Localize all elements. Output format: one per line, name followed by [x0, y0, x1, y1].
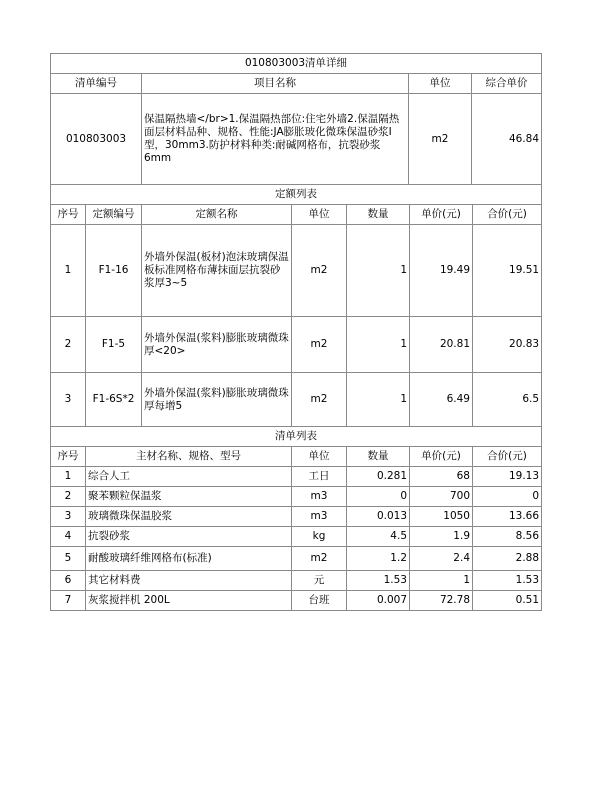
materials-header-cell: 数量 [347, 447, 410, 467]
material-unit: 台班 [292, 591, 347, 611]
material-unit: 工日 [292, 467, 347, 487]
material-unit-price: 1.9 [410, 527, 473, 547]
material-quantity: 1.2 [347, 547, 410, 571]
material-total: 2.88 [473, 547, 542, 571]
table-row [51, 571, 542, 591]
row-number: 6 [51, 571, 86, 591]
quota-table [50, 184, 542, 427]
row-number: 2 [51, 317, 86, 373]
quota-header-cell: 单价(元) [410, 205, 473, 225]
quota-header-cell: 单位 [292, 205, 347, 225]
material-total: 1.53 [473, 571, 542, 591]
material-unit-price: 72.78 [410, 591, 473, 611]
quota-name: 外墙外保温(浆料)膨胀玻璃微珠厚每增5 [142, 373, 292, 427]
material-name: 玻璃微珠保温胶浆 [86, 507, 292, 527]
quota-header-cell: 定额编号 [86, 205, 142, 225]
materials-section-title: 清单列表 [51, 427, 542, 447]
material-unit: m3 [292, 507, 347, 527]
quota-code: F1-5 [86, 317, 142, 373]
quota-unit: m2 [292, 373, 347, 427]
row-number: 5 [51, 547, 86, 571]
material-quantity: 1.53 [347, 571, 410, 591]
material-quantity: 0.013 [347, 507, 410, 527]
material-unit: m2 [292, 547, 347, 571]
material-unit-price: 1 [410, 571, 473, 591]
material-name: 聚苯颗粒保温浆 [86, 487, 292, 507]
materials-header-cell: 单位 [292, 447, 347, 467]
materials-header-cell: 序号 [51, 447, 86, 467]
bill-header-table [50, 53, 542, 185]
item-description: 保温隔热墙</br>1.保温隔热部位:住宅外墙2.保温隔热面层材料品种、规格、性能:JA膨胀玻化微珠保温砂浆I型，30mm3.防护材料种类:耐碱网格布，抗裂砂浆6mm [142, 94, 409, 185]
row-number: 3 [51, 507, 86, 527]
quota-unit-price: 6.49 [410, 373, 473, 427]
table-row [51, 591, 542, 611]
material-total: 0 [473, 487, 542, 507]
col-bill-code: 清单编号 [51, 74, 142, 94]
quota-unit-price: 19.49 [410, 225, 473, 317]
quota-name: 外墙外保温(板材)泡沫玻璃保温板标准网格布薄抹面层抗裂砂浆厚3~5 [142, 225, 292, 317]
table-row [51, 225, 542, 317]
material-quantity: 0 [347, 487, 410, 507]
quota-unit: m2 [292, 225, 347, 317]
quota-unit-price: 20.81 [410, 317, 473, 373]
quota-header-cell: 序号 [51, 205, 86, 225]
material-total: 19.13 [473, 467, 542, 487]
bill-unit: m2 [409, 94, 472, 185]
quota-code: F1-16 [86, 225, 142, 317]
material-unit-price: 700 [410, 487, 473, 507]
material-total: 13.66 [473, 507, 542, 527]
quota-header-cell: 数量 [347, 205, 410, 225]
material-quantity: 4.5 [347, 527, 410, 547]
materials-header-cell: 合价(元) [473, 447, 542, 467]
row-number: 1 [51, 467, 86, 487]
material-name: 其它材料费 [86, 571, 292, 591]
material-name: 抗裂砂浆 [86, 527, 292, 547]
quota-section-title: 定额列表 [51, 185, 542, 205]
quota-total: 6.5 [473, 373, 542, 427]
quota-quantity: 1 [347, 225, 410, 317]
material-name: 耐酸玻璃纤维网格布(标准) [86, 547, 292, 571]
table-row [51, 507, 542, 527]
bill-code: 010803003 [51, 94, 142, 185]
table-row [51, 317, 542, 373]
material-unit: 元 [292, 571, 347, 591]
row-number: 3 [51, 373, 86, 427]
quota-quantity: 1 [347, 317, 410, 373]
material-quantity: 0.281 [347, 467, 410, 487]
table-row [51, 547, 542, 571]
col-unit-price: 综合单价 [472, 74, 542, 94]
materials-header-cell: 单价(元) [410, 447, 473, 467]
row-number: 4 [51, 527, 86, 547]
material-unit: m3 [292, 487, 347, 507]
table-row [51, 373, 542, 427]
row-number: 7 [51, 591, 86, 611]
quota-total: 20.83 [473, 317, 542, 373]
quota-quantity: 1 [347, 373, 410, 427]
material-unit-price: 1050 [410, 507, 473, 527]
material-name: 综合人工 [86, 467, 292, 487]
material-name: 灰浆搅拌机 200L [86, 591, 292, 611]
bill-title: 010803003清单详细 [51, 54, 542, 74]
row-number: 1 [51, 225, 86, 317]
quota-code: F1-6S*2 [86, 373, 142, 427]
col-unit: 单位 [409, 74, 472, 94]
material-unit: kg [292, 527, 347, 547]
bill-unit-price: 46.84 [472, 94, 542, 185]
material-unit-price: 2.4 [410, 547, 473, 571]
material-total: 0.51 [473, 591, 542, 611]
material-quantity: 0.007 [347, 591, 410, 611]
col-item-name: 项目名称 [142, 74, 409, 94]
materials-table [50, 426, 542, 611]
row-number: 2 [51, 487, 86, 507]
table-row [51, 467, 542, 487]
material-unit-price: 68 [410, 467, 473, 487]
materials-header-cell: 主材名称、规格、型号 [86, 447, 292, 467]
quota-header-cell: 定额名称 [142, 205, 292, 225]
quota-total: 19.51 [473, 225, 542, 317]
table-row [51, 487, 542, 507]
quota-name: 外墙外保温(浆料)膨胀玻璃微珠厚<20> [142, 317, 292, 373]
quota-unit: m2 [292, 317, 347, 373]
table-row [51, 527, 542, 547]
material-total: 8.56 [473, 527, 542, 547]
quota-header-cell: 合价(元) [473, 205, 542, 225]
